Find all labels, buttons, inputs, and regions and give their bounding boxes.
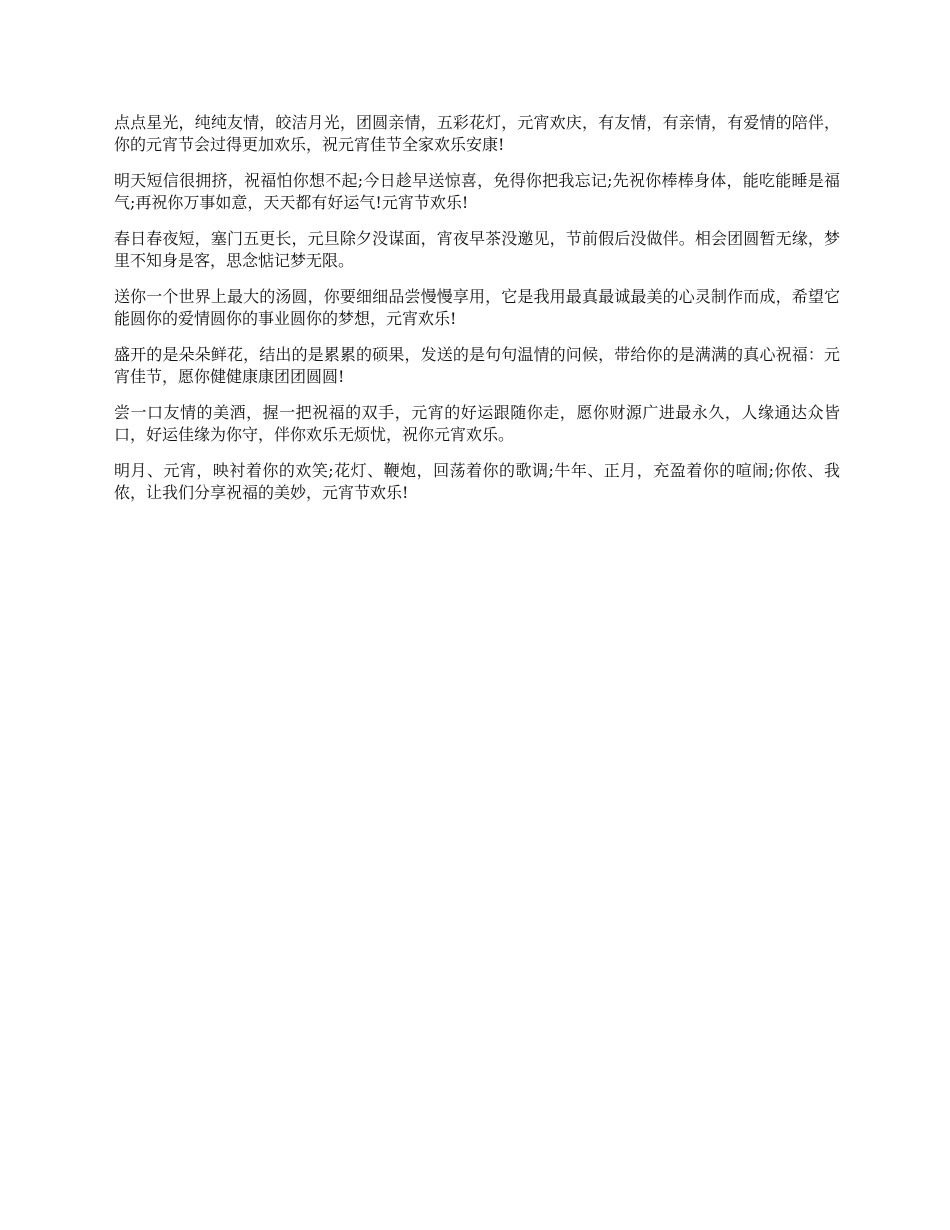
paragraph-5: 盛开的是朵朵鲜花，结出的是累累的硕果，发送的是句句温情的问候，带给你的是满满的真心祝福：元宵佳节，愿你健健康康团团圆圆! <box>114 345 840 386</box>
paragraph-7: 明月、元宵，映衬着你的欢笑;花灯、鞭炮，回荡着你的歌调;牛年、正月，充盈着你的喧闹;你侬、我侬，让我们分享祝福的美妙，元宵节欢乐! <box>114 461 840 502</box>
document-body <box>114 112 840 518</box>
paragraph-1: 点点星光，纯纯友情，皎洁月光，团圆亲情，五彩花灯，元宵欢庆，有友情，有亲情，有爱情的陪伴，你的元宵节会过得更加欢乐，祝元宵佳节全家欢乐安康! <box>114 113 840 154</box>
paragraph-6: 尝一口友情的美酒，握一把祝福的双手，元宵的好运跟随你走，愿你财源广进最永久，人缘通达众皆口，好运佳缘为你守，伴你欢乐无烦忧，祝你元宵欢乐。 <box>114 403 840 444</box>
paragraph-2: 明天短信很拥挤，祝福怕你想不起;今日趁早送惊喜，免得你把我忘记;先祝你棒棒身体，能吃能睡是福气;再祝你万事如意，天天都有好运气!元宵节欢乐! <box>114 171 840 212</box>
paragraph-4: 送你一个世界上最大的汤圆，你要细细品尝慢慢享用，它是我用最真最诚最美的心灵制作而成，希望它能圆你的爱情圆你的事业圆你的梦想，元宵欢乐! <box>114 287 840 328</box>
paragraph-3: 春日春夜短，塞门五更长，元旦除夕没谋面，宵夜早茶没邀见，节前假后没做伴。相会团圆暂无缘，梦里不知身是客，思念惦记梦无限。 <box>114 229 840 270</box>
